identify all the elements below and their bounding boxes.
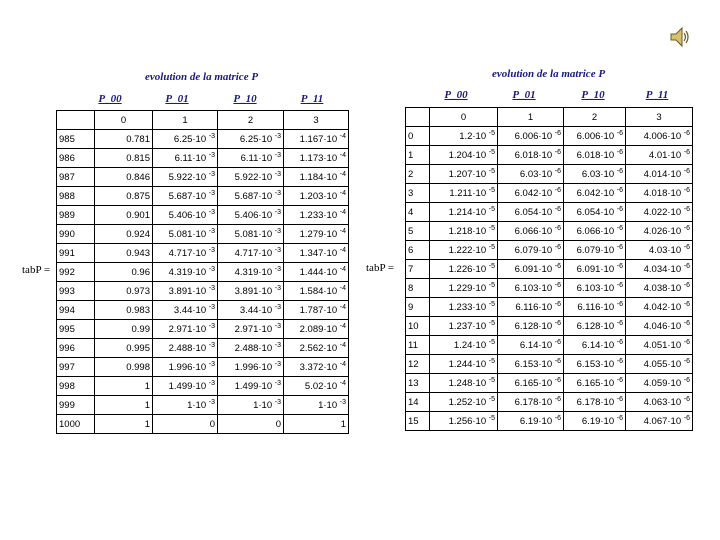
- value-cell: 6.11·10 $^{-3}$: [153, 149, 218, 168]
- value-cell: 1.214·10 $^{-5}$: [430, 203, 498, 222]
- value-cell: 1.222·10 $^{-5}$: [430, 241, 498, 260]
- value-cell: 6.178·10 $^{-6}$: [498, 393, 564, 412]
- right-colname-3: P_11: [645, 89, 669, 101]
- value-cell: 5.687·10 $^{-3}$: [218, 187, 284, 206]
- row-index-cell: 4: [406, 203, 430, 222]
- right-colname-2: P_10: [581, 89, 605, 101]
- value-cell: 3.44·10 $^{-3}$: [218, 301, 284, 320]
- row-index-cell: 998: [57, 377, 95, 396]
- row-index-cell: 997: [57, 358, 95, 377]
- value-cell: 0.846: [95, 168, 153, 187]
- value-cell: 2.089·10 $^{-4}$: [284, 320, 349, 339]
- value-cell: 1.279·10 $^{-4}$: [284, 225, 349, 244]
- row-index-cell: 12: [406, 355, 430, 374]
- table-row: [57, 339, 349, 358]
- value-cell: 1.229·10 $^{-5}$: [430, 279, 498, 298]
- table-row: [406, 184, 693, 203]
- value-cell: 0.973: [95, 282, 153, 301]
- header-cell: [57, 111, 95, 130]
- value-cell: 0.901: [95, 206, 153, 225]
- value-cell: 6.103·10 $^{-6}$: [498, 279, 564, 298]
- value-cell: 1.211·10 $^{-5}$: [430, 184, 498, 203]
- value-cell: 2.488·10 $^{-3}$: [218, 339, 284, 358]
- value-cell: 6.153·10 $^{-6}$: [564, 355, 626, 374]
- value-cell: 4.042·10 $^{-6}$: [626, 298, 693, 317]
- value-cell: 6.091·10 $^{-6}$: [564, 260, 626, 279]
- value-cell: 6.042·10 $^{-6}$: [498, 184, 564, 203]
- value-cell: 6.018·10 $^{-6}$: [498, 146, 564, 165]
- value-cell: 1.218·10 $^{-5}$: [430, 222, 498, 241]
- row-index-cell: 991: [57, 244, 95, 263]
- value-cell: 4.03·10 $^{-6}$: [626, 241, 693, 260]
- table-row: [406, 317, 693, 336]
- value-cell: 1.499·10 $^{-3}$: [218, 377, 284, 396]
- value-cell: 4.046·10 $^{-6}$: [626, 317, 693, 336]
- value-cell: 2.562·10 $^{-4}$: [284, 339, 349, 358]
- table-row: [57, 282, 349, 301]
- value-cell: 1.237·10 $^{-5}$: [430, 317, 498, 336]
- value-cell: 5.081·10 $^{-3}$: [218, 225, 284, 244]
- value-cell: 4.063·10 $^{-6}$: [626, 393, 693, 412]
- value-cell: 0: [218, 415, 284, 434]
- value-cell: 1.2·10 $^{-5}$: [430, 127, 498, 146]
- value-cell: 4.01·10 $^{-6}$: [626, 146, 693, 165]
- value-cell: 6.091·10 $^{-6}$: [498, 260, 564, 279]
- value-cell: 5.406·10 $^{-3}$: [218, 206, 284, 225]
- table-row: [57, 149, 349, 168]
- value-cell: 1: [95, 396, 153, 415]
- header-cell: 2: [564, 108, 626, 127]
- value-cell: 4.717·10 $^{-3}$: [218, 244, 284, 263]
- right-matrix-table: [405, 107, 693, 431]
- table-row: [57, 415, 349, 434]
- value-cell: 4.059·10 $^{-6}$: [626, 374, 693, 393]
- table-row: [406, 127, 693, 146]
- value-cell: 6.006·10 $^{-6}$: [498, 127, 564, 146]
- table-row: [406, 241, 693, 260]
- value-cell: 1.24·10 $^{-5}$: [430, 336, 498, 355]
- table-row: [57, 263, 349, 282]
- value-cell: 6.066·10 $^{-6}$: [564, 222, 626, 241]
- value-cell: 6.116·10 $^{-6}$: [498, 298, 564, 317]
- table-row: [406, 222, 693, 241]
- value-cell: 4.055·10 $^{-6}$: [626, 355, 693, 374]
- right-table-header: [406, 108, 693, 127]
- value-cell: 1.203·10 $^{-4}$: [284, 187, 349, 206]
- left-colname-2: P_10: [233, 93, 257, 105]
- row-index-cell: 7: [406, 260, 430, 279]
- row-index-cell: 995: [57, 320, 95, 339]
- value-cell: 0.96: [95, 263, 153, 282]
- table-row: [406, 279, 693, 298]
- value-cell: 1.996·10 $^{-3}$: [153, 358, 218, 377]
- row-index-cell: 14: [406, 393, 430, 412]
- value-cell: 6.116·10 $^{-6}$: [564, 298, 626, 317]
- row-index-cell: 1: [406, 146, 430, 165]
- value-cell: 4.022·10 $^{-6}$: [626, 203, 693, 222]
- header-cell: 1: [498, 108, 564, 127]
- header-cell: 3: [626, 108, 693, 127]
- value-cell: 5.922·10 $^{-3}$: [218, 168, 284, 187]
- row-index-cell: 987: [57, 168, 95, 187]
- value-cell: 6.054·10 $^{-6}$: [498, 203, 564, 222]
- value-cell: 4.319·10 $^{-3}$: [153, 263, 218, 282]
- row-index-cell: 13: [406, 374, 430, 393]
- table-row: [406, 355, 693, 374]
- value-cell: 0.998: [95, 358, 153, 377]
- value-cell: 6.11·10 $^{-3}$: [218, 149, 284, 168]
- value-cell: 1.256·10 $^{-5}$: [430, 412, 498, 431]
- value-cell: 6.006·10 $^{-6}$: [564, 127, 626, 146]
- value-cell: 0.99: [95, 320, 153, 339]
- right-colname-0: P_00: [444, 89, 468, 101]
- value-cell: 5.02·10 $^{-4}$: [284, 377, 349, 396]
- speaker-icon[interactable]: [670, 26, 690, 48]
- row-index-cell: 992: [57, 263, 95, 282]
- value-cell: 4.006·10 $^{-6}$: [626, 127, 693, 146]
- row-index-cell: 10: [406, 317, 430, 336]
- table-row: [57, 301, 349, 320]
- value-cell: 1·10 $^{-3}$: [284, 396, 349, 415]
- header-cell: 2: [218, 111, 284, 130]
- right-matrix-label: tabP =: [366, 262, 395, 274]
- value-cell: 6.066·10 $^{-6}$: [498, 222, 564, 241]
- row-index-cell: 990: [57, 225, 95, 244]
- value-cell: 6.14·10 $^{-6}$: [498, 336, 564, 355]
- value-cell: 0.924: [95, 225, 153, 244]
- row-index-cell: 5: [406, 222, 430, 241]
- row-index-cell: 985: [57, 130, 95, 149]
- left-title: evolution de la matrice P: [145, 71, 259, 83]
- value-cell: 3.44·10 $^{-3}$: [153, 301, 218, 320]
- row-index-cell: 0: [406, 127, 430, 146]
- table-row: [406, 412, 693, 431]
- table-row: [57, 168, 349, 187]
- value-cell: 4.051·10 $^{-6}$: [626, 336, 693, 355]
- value-cell: 4.319·10 $^{-3}$: [218, 263, 284, 282]
- value-cell: 5.922·10 $^{-3}$: [153, 168, 218, 187]
- header-cell: 0: [95, 111, 153, 130]
- value-cell: 1.347·10 $^{-4}$: [284, 244, 349, 263]
- value-cell: 1.167·10 $^{-4}$: [284, 130, 349, 149]
- table-row: [406, 260, 693, 279]
- value-cell: 1.173·10 $^{-4}$: [284, 149, 349, 168]
- value-cell: 4.014·10 $^{-6}$: [626, 165, 693, 184]
- value-cell: 4.038·10 $^{-6}$: [626, 279, 693, 298]
- value-cell: 1: [95, 377, 153, 396]
- value-cell: 6.079·10 $^{-6}$: [564, 241, 626, 260]
- table-row: [406, 393, 693, 412]
- value-cell: 6.165·10 $^{-6}$: [498, 374, 564, 393]
- header-cell: [406, 108, 430, 127]
- value-cell: 0.983: [95, 301, 153, 320]
- left-colname-1: P_01: [165, 93, 189, 105]
- value-cell: 1.252·10 $^{-5}$: [430, 393, 498, 412]
- table-row: [57, 187, 349, 206]
- right-column-names: [0, 89, 720, 103]
- left-colname-3: P_11: [300, 93, 324, 105]
- table-row: [406, 374, 693, 393]
- row-index-cell: 3: [406, 184, 430, 203]
- value-cell: 0.875: [95, 187, 153, 206]
- value-cell: 0.815: [95, 149, 153, 168]
- table-row: [406, 146, 693, 165]
- value-cell: 1.184·10 $^{-4}$: [284, 168, 349, 187]
- value-cell: 6.165·10 $^{-6}$: [564, 374, 626, 393]
- table-row: [406, 165, 693, 184]
- value-cell: 3.891·10 $^{-3}$: [218, 282, 284, 301]
- value-cell: 6.03·10 $^{-6}$: [564, 165, 626, 184]
- left-table-header: [57, 111, 349, 130]
- value-cell: 6.25·10 $^{-3}$: [218, 130, 284, 149]
- value-cell: 6.128·10 $^{-6}$: [564, 317, 626, 336]
- row-index-cell: 989: [57, 206, 95, 225]
- value-cell: 1.499·10 $^{-3}$: [153, 377, 218, 396]
- table-row: [57, 320, 349, 339]
- row-index-cell: 988: [57, 187, 95, 206]
- left-matrix-table: [56, 110, 349, 434]
- right-colname-1: P_01: [512, 89, 536, 101]
- value-cell: 4.034·10 $^{-6}$: [626, 260, 693, 279]
- header-cell: 0: [430, 108, 498, 127]
- value-cell: 4.717·10 $^{-3}$: [153, 244, 218, 263]
- table-row: [406, 298, 693, 317]
- row-index-cell: 999: [57, 396, 95, 415]
- value-cell: 3.372·10 $^{-4}$: [284, 358, 349, 377]
- table-row: [406, 203, 693, 222]
- row-index-cell: 986: [57, 149, 95, 168]
- value-cell: 2.488·10 $^{-3}$: [153, 339, 218, 358]
- value-cell: 1.233·10 $^{-5}$: [430, 298, 498, 317]
- table-row: [57, 244, 349, 263]
- value-cell: 1.584·10 $^{-4}$: [284, 282, 349, 301]
- value-cell: 6.042·10 $^{-6}$: [564, 184, 626, 203]
- value-cell: 6.128·10 $^{-6}$: [498, 317, 564, 336]
- value-cell: 1.996·10 $^{-3}$: [218, 358, 284, 377]
- table-row: [57, 225, 349, 244]
- value-cell: 2.971·10 $^{-3}$: [218, 320, 284, 339]
- value-cell: 1.204·10 $^{-5}$: [430, 146, 498, 165]
- table-row: [406, 336, 693, 355]
- table-row: [57, 396, 349, 415]
- header-cell: 3: [284, 111, 349, 130]
- row-index-cell: 9: [406, 298, 430, 317]
- value-cell: 6.25·10 $^{-3}$: [153, 130, 218, 149]
- left-colname-0: P_00: [98, 93, 122, 105]
- value-cell: 6.079·10 $^{-6}$: [498, 241, 564, 260]
- value-cell: 1.248·10 $^{-5}$: [430, 374, 498, 393]
- row-index-cell: 993: [57, 282, 95, 301]
- value-cell: 5.406·10 $^{-3}$: [153, 206, 218, 225]
- table-row: [57, 377, 349, 396]
- value-cell: 1.244·10 $^{-5}$: [430, 355, 498, 374]
- value-cell: 6.153·10 $^{-6}$: [498, 355, 564, 374]
- value-cell: 0.995: [95, 339, 153, 358]
- value-cell: 6.103·10 $^{-6}$: [564, 279, 626, 298]
- row-index-cell: 1000: [57, 415, 95, 434]
- value-cell: 0.781: [95, 130, 153, 149]
- header-cell: 1: [153, 111, 218, 130]
- row-index-cell: 6: [406, 241, 430, 260]
- value-cell: 3.891·10 $^{-3}$: [153, 282, 218, 301]
- value-cell: 6.054·10 $^{-6}$: [564, 203, 626, 222]
- value-cell: 0: [153, 415, 218, 434]
- value-cell: 1.233·10 $^{-4}$: [284, 206, 349, 225]
- left-matrix-label: tabP =: [22, 264, 51, 276]
- value-cell: 5.081·10 $^{-3}$: [153, 225, 218, 244]
- value-cell: 1.207·10 $^{-5}$: [430, 165, 498, 184]
- row-index-cell: 2: [406, 165, 430, 184]
- value-cell: 6.19·10 $^{-6}$: [498, 412, 564, 431]
- value-cell: 1.226·10 $^{-5}$: [430, 260, 498, 279]
- value-cell: 5.687·10 $^{-3}$: [153, 187, 218, 206]
- row-index-cell: 996: [57, 339, 95, 358]
- row-index-cell: 8: [406, 279, 430, 298]
- value-cell: 1.787·10 $^{-4}$: [284, 301, 349, 320]
- value-cell: 6.19·10 $^{-6}$: [564, 412, 626, 431]
- value-cell: 0.943: [95, 244, 153, 263]
- value-cell: 1: [284, 415, 349, 434]
- value-cell: 6.018·10 $^{-6}$: [564, 146, 626, 165]
- table-row: [57, 206, 349, 225]
- row-index-cell: 15: [406, 412, 430, 431]
- value-cell: 1: [95, 415, 153, 434]
- right-title: evolution de la matrice P: [492, 68, 606, 80]
- value-cell: 1.444·10 $^{-4}$: [284, 263, 349, 282]
- row-index-cell: 11: [406, 336, 430, 355]
- value-cell: 4.067·10 $^{-6}$: [626, 412, 693, 431]
- table-row: [57, 358, 349, 377]
- value-cell: 6.03·10 $^{-6}$: [498, 165, 564, 184]
- value-cell: 1·10 $^{-3}$: [153, 396, 218, 415]
- value-cell: 6.14·10 $^{-6}$: [564, 336, 626, 355]
- value-cell: 4.018·10 $^{-6}$: [626, 184, 693, 203]
- row-index-cell: 994: [57, 301, 95, 320]
- value-cell: 2.971·10 $^{-3}$: [153, 320, 218, 339]
- value-cell: 6.178·10 $^{-6}$: [564, 393, 626, 412]
- value-cell: 1·10 $^{-3}$: [218, 396, 284, 415]
- table-row: [57, 130, 349, 149]
- value-cell: 4.026·10 $^{-6}$: [626, 222, 693, 241]
